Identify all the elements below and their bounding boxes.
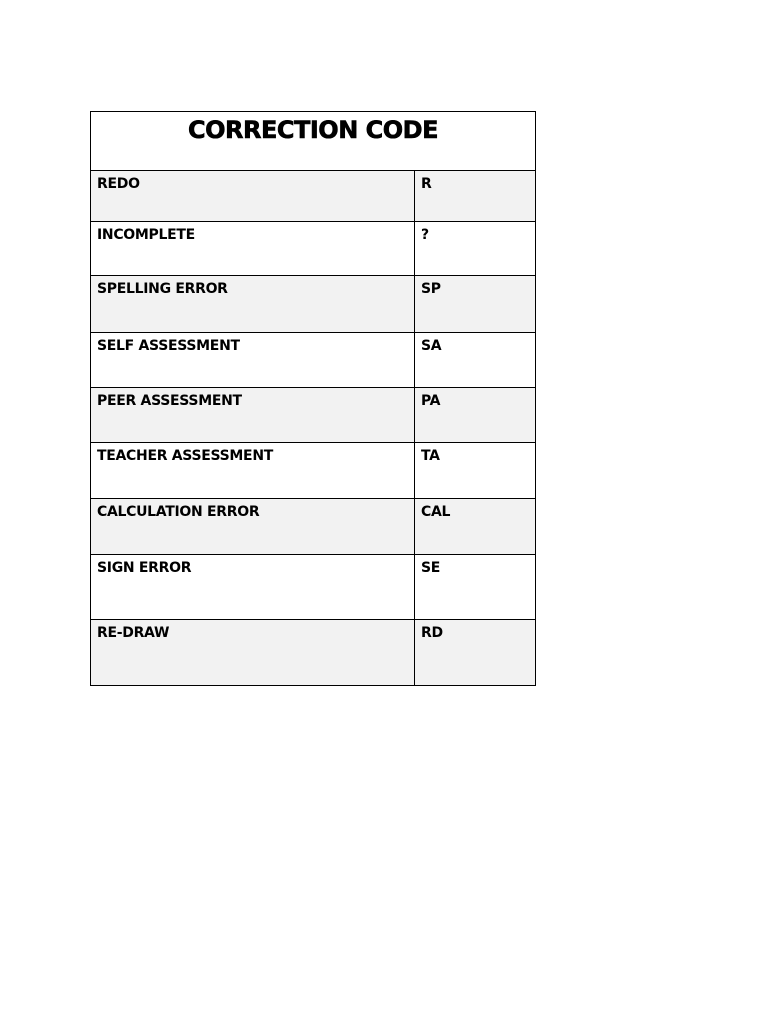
row-code: ?: [421, 227, 429, 243]
row-code: PA: [421, 393, 441, 409]
table-row: [91, 443, 536, 499]
code-cell: [415, 555, 536, 620]
label-cell: [91, 620, 415, 686]
row-label: SPELLING ERROR: [97, 281, 228, 297]
row-code: SE: [421, 560, 441, 576]
table-row: [91, 171, 536, 222]
label-cell: [91, 388, 415, 443]
table-row: [91, 555, 536, 620]
row-code: R: [421, 176, 432, 192]
label-cell: [91, 499, 415, 555]
table-row: [91, 333, 536, 388]
table-row: [91, 222, 536, 276]
code-cell: [415, 276, 536, 333]
title-row: [91, 112, 536, 171]
row-label: SIGN ERROR: [97, 560, 192, 576]
row-label: SELF ASSESSMENT: [97, 338, 240, 354]
label-cell: [91, 276, 415, 333]
table-row: [91, 276, 536, 333]
label-cell: [91, 333, 415, 388]
row-code: CAL: [421, 504, 451, 520]
row-label: PEER ASSESSMENT: [97, 393, 242, 409]
code-cell: [415, 388, 536, 443]
code-cell: [415, 620, 536, 686]
row-label: REDO: [97, 176, 140, 192]
title-cell: [91, 112, 536, 171]
row-label: INCOMPLETE: [97, 227, 195, 243]
row-code: SP: [421, 281, 441, 297]
row-label: RE-DRAW: [97, 625, 170, 641]
row-code: RD: [421, 625, 443, 641]
code-cell: [415, 499, 536, 555]
code-cell: [415, 222, 536, 276]
row-label: TEACHER ASSESSMENT: [97, 448, 273, 464]
table-row: [91, 499, 536, 555]
table-row: [91, 620, 536, 686]
code-cell: [415, 171, 536, 222]
code-cell: [415, 443, 536, 499]
label-cell: [91, 555, 415, 620]
row-code: SA: [421, 338, 442, 354]
row-code: TA: [421, 448, 440, 464]
table-row: [91, 388, 536, 443]
label-cell: [91, 222, 415, 276]
code-cell: [415, 333, 536, 388]
label-cell: [91, 443, 415, 499]
correction-code-table: [90, 111, 536, 686]
table-title: CORRECTION CODE: [188, 116, 438, 144]
label-cell: [91, 171, 415, 222]
row-label: CALCULATION ERROR: [97, 504, 260, 520]
